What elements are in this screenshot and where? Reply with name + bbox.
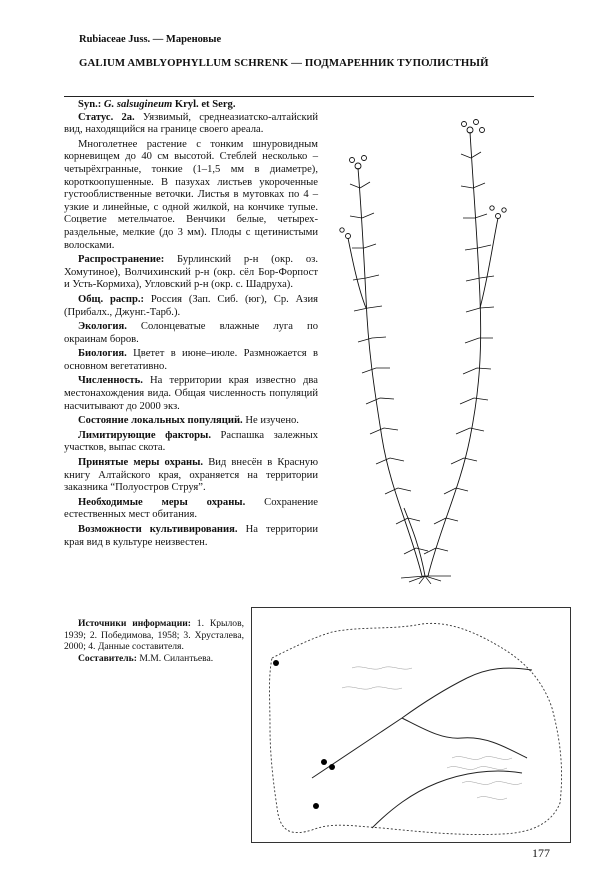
general-label: Общ. распр.: (78, 293, 145, 305)
compiler-paragraph (64, 653, 244, 665)
ecology-text: Солонцеватые влажные луга по окраинам боров. (64, 321, 318, 345)
plant-stems (348, 132, 498, 576)
measures-label: Принятые меры охраны. (78, 457, 204, 469)
syn-author: Kryl. et Serg. (172, 99, 236, 110)
abundance-label: Численность. (78, 375, 143, 387)
sources-label: Источники информации: (78, 618, 191, 629)
limiting-factors-paragraph (64, 430, 318, 455)
local-text: Не изучено. (242, 415, 299, 427)
family-header: Rubiaceae Juss. — Мареновые (79, 34, 222, 45)
sources-paragraph (64, 618, 244, 653)
distribution-label: Распространение: (78, 254, 165, 266)
cultivation-paragraph (64, 524, 318, 549)
plant-flower-clusters (340, 120, 506, 239)
measures-taken-paragraph (64, 457, 318, 495)
compiler-text: М.М. Силантьева. (136, 652, 214, 664)
page-number: 177 (532, 846, 550, 860)
local-label: Состояние локальных популяций. (78, 415, 243, 427)
cultivation-label: Возможности культивирования. (78, 524, 238, 535)
general-text: Россия (Зап. Сиб. (юг), Ср. Азия (Прибалх., Джунг.-Тарб.). (64, 293, 318, 318)
species-title: GALIUM AMBLYOPHYLLUM SCHRENK — ПОДМАРЕННИК ТУПОЛИСТНЫЙ (79, 57, 489, 69)
measures-text: Вид внесён в Красную книгу Алтайского края, охраняется на территории заказника “Полуостров Струя”. (64, 457, 318, 494)
ecology-paragraph (64, 321, 318, 346)
limiting-label: Лимитирующие факторы. (78, 429, 211, 441)
status-label: Статус. 2а. (78, 111, 135, 123)
needed-label: Необходимые меры охраны. (78, 496, 246, 508)
general-distribution-paragraph (64, 294, 318, 319)
plant-illustration (330, 108, 526, 584)
ecology-label: Экология. (78, 321, 127, 333)
region-border (270, 623, 562, 834)
cultivation-text: На территории края вид в культуре неизвестен. (64, 524, 318, 548)
plant-roots (401, 576, 451, 584)
biology-paragraph (64, 348, 318, 373)
syn-name: G. salsugineum (103, 99, 173, 110)
biology-text: Цветет в июне–июле. Размножается в основном вегетативно. (64, 348, 318, 372)
status-paragraph (64, 112, 318, 137)
abundance-paragraph (64, 375, 318, 413)
species-article (64, 99, 318, 549)
sources-text: 1. Крылов, 1939; 2. Победимова, 1958; 3. Хрусталева, 2000; 4. Данные составителя. (64, 618, 244, 653)
distribution-text: Бурлинский р-н (окр. оз. Хомутиное), Волчихинский р-н (окр. сёл Бор-Форпост и Усть-Кормиха), Угловский р-н (окр. с. Шадруха). (64, 254, 318, 291)
limiting-text: Распашка залежных участков, выпас скота. (64, 429, 318, 454)
local-populations-paragraph (64, 415, 318, 428)
distribution-map (251, 607, 571, 843)
abundance-text: На территории края известно два местонахождения вида. Общая численность популяций насчитывают до 2000 экз. (64, 375, 318, 412)
references-block (64, 618, 244, 664)
status-text: Уязвимый, среднеазиатско-алтайский вид, находящийся на границе своего ареала. (64, 111, 318, 136)
distribution-paragraph (64, 254, 318, 292)
needed-text: Сохранение естественных мест обитания. (64, 496, 318, 521)
locality-markers (273, 660, 335, 809)
measures-needed-paragraph (64, 497, 318, 522)
description-paragraph: Многолетнее растение с тонким шнуровидным корневищем до 40 см высотой. Стеблей несколько – четырёхгранные, тонкие (1–1,5 мм в диаметре), короткоопушенные. В пазухах листьев укороченные густооблиственные веточки. Листья в мутовках по 4 – узкие и линейные, с одной жилкой, на кончике тупые. Соцветие метельчатое. Венчики белые, четырехраздельные, мелкие (до 3 мм). Плоды с щетинистыми волосками. (64, 138, 318, 251)
synonym-line (64, 99, 318, 112)
header-divider (64, 96, 534, 97)
syn-label: Syn.: (78, 99, 102, 110)
plant-leaves (350, 152, 494, 554)
terrain-hatching (342, 667, 522, 800)
compiler-label: Составитель: (78, 652, 137, 664)
rivers (312, 668, 532, 828)
biology-label: Биология. (78, 348, 127, 360)
